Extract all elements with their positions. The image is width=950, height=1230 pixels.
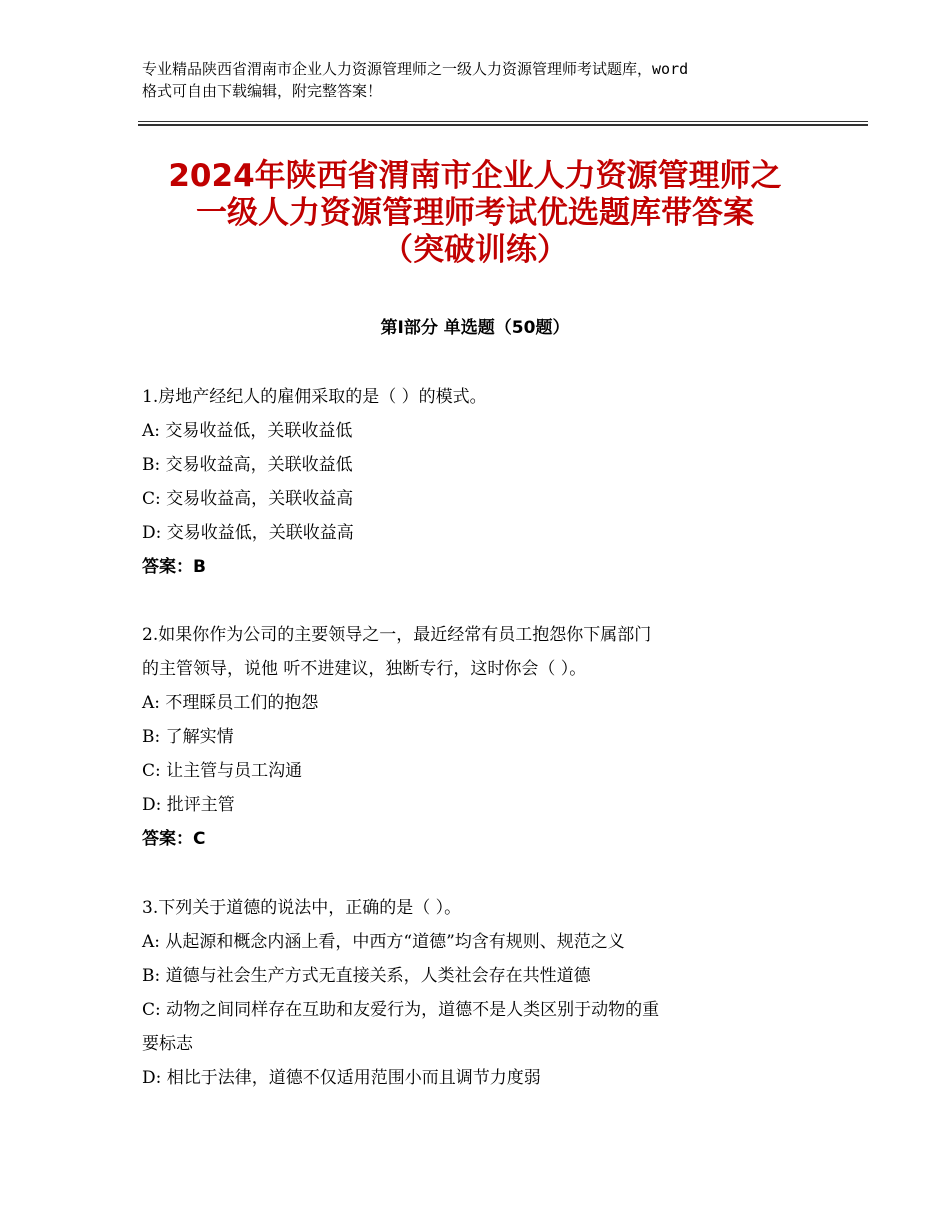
document-title-line-2: 一级人力资源管理师考试优选题库带答案 — [196, 195, 754, 231]
document-title-line-1: 2024年陕西省渭南市企业人力资源管理师之 — [168, 158, 782, 194]
header-rule-thick — [138, 124, 868, 126]
question-3-option-d: D: 相比于法律，道德不仅适用范围小而且调节力度弱 — [142, 1068, 541, 1088]
question-3-option-b: B: 道德与社会生产方式无直接关系，人类社会存在共性道德 — [142, 966, 591, 986]
header-note-line-2: 格式可自由下载编辑，附完整答案！ — [142, 82, 383, 100]
question-3-option-a: A: 从起源和概念内涵上看，中西方“道德”均含有规则、规范之义 — [142, 932, 625, 952]
question-1-stem: 1.房地产经纪人的雇佣采取的是（ ）的模式。 — [142, 387, 487, 407]
question-1-option-b: B: 交易收益高，关联收益低 — [142, 455, 353, 475]
document-title-line-3: （突破训练） — [382, 232, 568, 268]
question-3-option-c-continued: 要标志 — [142, 1034, 193, 1054]
header-note — [142, 58, 822, 102]
header-rule-thin — [138, 121, 868, 122]
header-note-line-1: 专业精品陕西省渭南市企业人力资源管理师之一级人力资源管理师考试题库，word — [142, 60, 689, 78]
question-3-option-c: C: 动物之间同样存在互助和友爱行为，道德不是人类区别于动物的重 — [142, 1000, 660, 1020]
question-1-option-d: D: 交易收益低，关联收益高 — [142, 523, 354, 543]
question-2-option-a: A: 不理睬员工们的抱怨 — [142, 693, 319, 713]
question-2-stem-line-1: 2.如果你作为公司的主要领导之一，最近经常有员工抱怨你下属部门 — [142, 625, 652, 645]
question-2-option-c: C: 让主管与员工沟通 — [142, 761, 303, 781]
question-2-stem-line-2: 的主管领导，说他 听不进建议，独断专行，这时你会（ ）。 — [142, 659, 587, 679]
section-heading: 第Ⅰ部分 单选题（50题） — [380, 318, 570, 338]
document-title — [100, 158, 850, 269]
question-1-option-c: C: 交易收益高，关联收益高 — [142, 489, 354, 509]
question-1-answer: 答案：B — [142, 557, 206, 577]
question-2-answer: 答案：C — [142, 829, 206, 849]
question-2-option-d: D: 批评主管 — [142, 795, 235, 815]
question-3-stem: 3.下列关于道德的说法中，正确的是（ ）。 — [142, 898, 462, 918]
question-1-option-a: A: 交易收益低，关联收益低 — [142, 421, 353, 441]
question-2-option-b: B: 了解实情 — [142, 727, 234, 747]
